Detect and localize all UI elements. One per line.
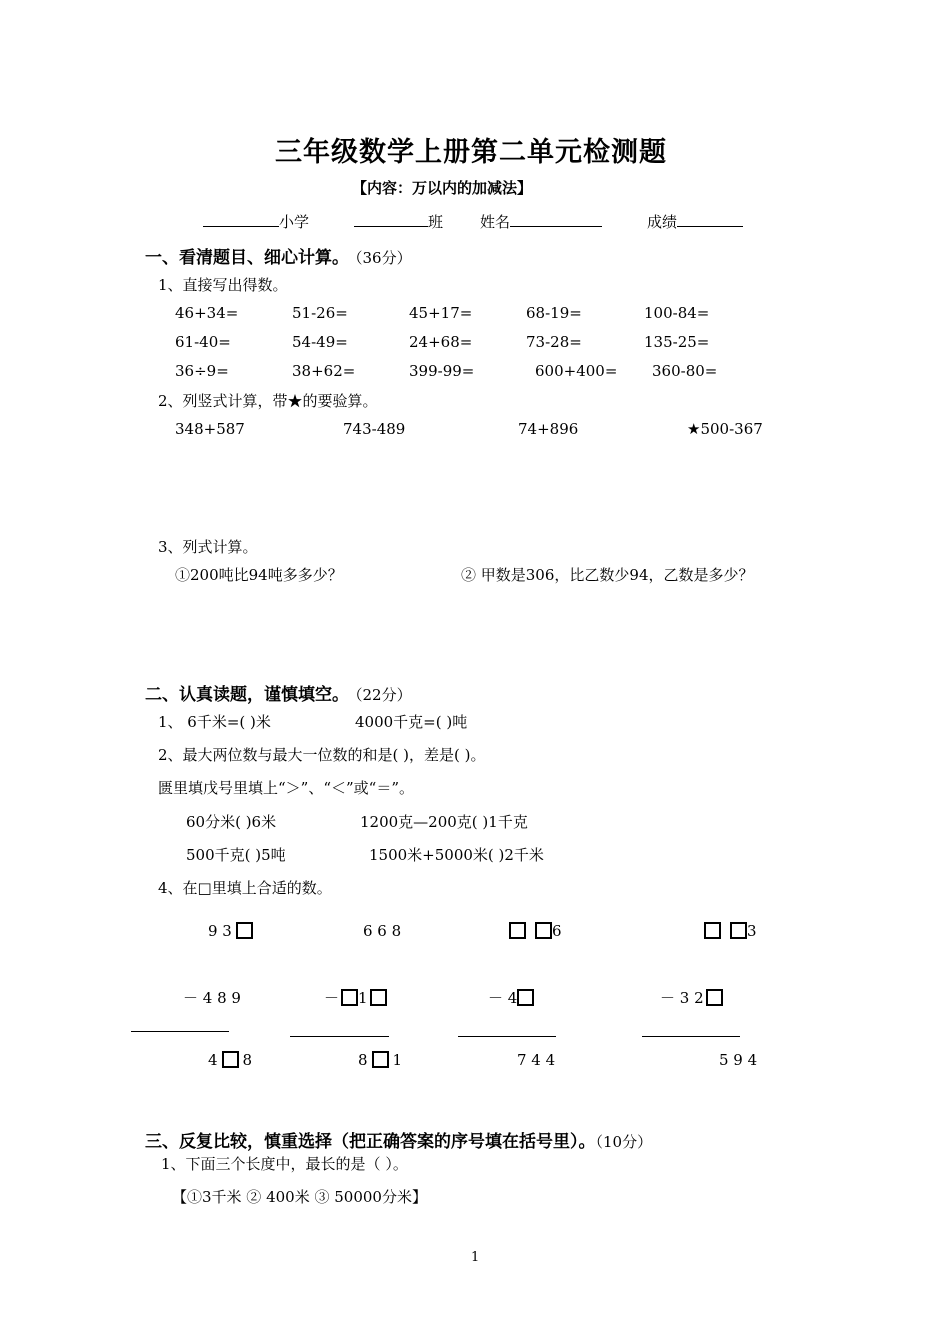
s1-q1-r3c4: 600+400=: [535, 362, 618, 380]
puzzle4-top-box1[interactable]: [704, 922, 721, 939]
puzzle1-bot-box[interactable]: [222, 1051, 239, 1068]
name-field[interactable]: [480, 210, 602, 232]
s2-q3: 匮里填戊号里填上“＞”、“＜”或“＝”。: [158, 779, 415, 797]
puzzle2-mid-box1[interactable]: [341, 989, 358, 1006]
s2-q1a: 1、 6千米=( )米: [158, 713, 271, 731]
score-blank[interactable]: [677, 210, 743, 227]
s2-q1b: 4000千克=( )吨: [355, 713, 468, 731]
s1-q1-title: 1、直接写出得数。: [158, 276, 288, 294]
s1-q3-title: 3、列式计算。: [158, 538, 258, 556]
s1-q1-r2c5: 135-25=: [644, 333, 710, 351]
puzzle3-bottom: 7 4 4: [517, 1051, 556, 1069]
section2-heading: [145, 680, 412, 705]
puzzle2-mid-box2[interactable]: [370, 989, 387, 1006]
s1-q2-item2: 743-489: [343, 420, 406, 438]
s1-q2-title: 2、列竖式计算，带★的要验算。: [158, 392, 378, 410]
s1-q1-r3c2: 38+62=: [292, 362, 356, 380]
page-number: 1: [471, 1250, 480, 1265]
puzzle3-mid: [488, 987, 534, 1008]
page-title: 三年级数学上册第二单元检测题: [275, 137, 667, 168]
puzzle2-mid: [324, 987, 387, 1008]
puzzle1-top: [208, 922, 253, 940]
puzzle4-top: [704, 922, 757, 940]
puzzle4-rule: [642, 1036, 740, 1037]
page-subtitle: 【内容：万以内的加减法】: [352, 179, 533, 197]
puzzle1-bot-a: 4: [208, 1051, 218, 1069]
s1-q3-item2: ② 甲数是306，比乙数少94，乙数是多少？: [461, 566, 754, 584]
section3-heading: [145, 1127, 652, 1152]
puzzle3-top-box2[interactable]: [535, 922, 552, 939]
school-blank[interactable]: [203, 210, 279, 227]
puzzle2-minus: －: [324, 989, 340, 1007]
s2-q4-title: 4、在□里填上合适的数。: [158, 879, 332, 897]
puzzle2-mid-digit: 1: [358, 989, 368, 1007]
puzzle4-mid: [660, 987, 723, 1008]
puzzle1-mid: － 4 8 9: [183, 989, 241, 1007]
puzzle1-rule: [131, 1031, 229, 1032]
s1-q2-item4: ★500-367: [687, 420, 763, 438]
score-field[interactable]: [647, 210, 743, 232]
puzzle4-mid-digits: － 3 2: [660, 989, 704, 1007]
puzzle2-bottom: [358, 1051, 402, 1069]
puzzle1-bottom: [208, 1051, 252, 1069]
s1-q1-r3c1: 36÷9=: [175, 362, 229, 380]
s1-q1-r1c4: 68-19=: [526, 304, 582, 322]
puzzle3-top-box1[interactable]: [509, 922, 526, 939]
puzzle1-bot-b: 8: [242, 1051, 253, 1069]
puzzle3-top-digit: 6: [552, 922, 562, 940]
s1-q1-r1c2: 51-26=: [292, 304, 348, 322]
s2-q3-r2b: 1500米+5000米( )2千米: [369, 846, 544, 864]
s1-q1-r2c1: 61-40=: [175, 333, 231, 351]
puzzle3-top: [509, 922, 562, 940]
class-label: 班: [428, 213, 444, 231]
s1-q1-r3c3: 399-99=: [409, 362, 475, 380]
s3-q1: 1、下面三个长度中，最长的是（ ）。: [161, 1155, 408, 1173]
section1-heading-text: 一、看清题目、细心计算。: [145, 248, 349, 268]
puzzle4-mid-box[interactable]: [706, 989, 723, 1006]
puzzle3-mid-box[interactable]: [517, 989, 534, 1006]
puzzle1-top-box[interactable]: [236, 922, 253, 939]
name-label: 姓名: [480, 213, 511, 231]
s1-q1-r1c5: 100-84=: [644, 304, 710, 322]
s1-q3-item1: ①200吨比94吨多多少？: [175, 566, 343, 584]
s1-q1-r1c3: 45+17=: [409, 304, 473, 322]
s1-q1-r2c2: 54-49=: [292, 333, 348, 351]
puzzle4-top-box2[interactable]: [730, 922, 747, 939]
class-field[interactable]: [354, 210, 443, 232]
section3-heading-text: 三、反复比较，慎重选择（把正确答案的序号填在括号里）。: [145, 1132, 596, 1152]
section1-points: （36分）: [355, 249, 412, 267]
name-blank[interactable]: [510, 210, 602, 227]
school-label: 小学: [279, 213, 310, 231]
puzzle1-top-digits: 9 3: [208, 922, 232, 940]
puzzle2-rule: [290, 1036, 389, 1037]
score-label: 成绩: [647, 213, 678, 231]
section2-points: （22分）: [355, 686, 412, 704]
s1-q2-item1: 348+587: [175, 420, 245, 438]
s3-q1-options: 【①3千米 ② 400米 ③ 50000分米】: [172, 1188, 427, 1206]
section2-heading-text: 二、认真读题，谨慎填空。: [145, 685, 349, 705]
school-field[interactable]: [203, 210, 309, 232]
s2-q3-r1b: 1200克—200克( )1千克: [360, 813, 528, 831]
s2-q2: 2、最大两位数与最大一位数的和是( )，差是( )。: [158, 746, 486, 764]
puzzle2-bot-b: 1: [392, 1051, 403, 1069]
s1-q1-r2c3: 24+68=: [409, 333, 473, 351]
puzzle2-bot-box[interactable]: [372, 1051, 389, 1068]
s2-q3-r2a: 500千克( )5吨: [186, 846, 286, 864]
puzzle4-bottom: 5 9 4: [719, 1051, 758, 1069]
section1-heading: [145, 243, 412, 268]
section3-points: （10分）: [595, 1133, 653, 1151]
s1-q1-r1c1: 46+34=: [175, 304, 239, 322]
puzzle2-top: 6 6 8: [363, 922, 402, 940]
s1-q2-item3: 74+896: [518, 420, 579, 438]
s1-q1-r3c5: 360-80=: [652, 362, 718, 380]
puzzle3-rule: [458, 1036, 556, 1037]
s1-q1-r2c4: 73-28=: [526, 333, 582, 351]
puzzle2-bot-a: 8: [358, 1051, 368, 1069]
s2-q3-r1a: 60分米( )6米: [186, 813, 277, 831]
class-blank[interactable]: [354, 210, 428, 227]
puzzle3-mid-digits: － 4: [488, 989, 518, 1007]
puzzle4-top-digit: 3: [747, 922, 757, 940]
